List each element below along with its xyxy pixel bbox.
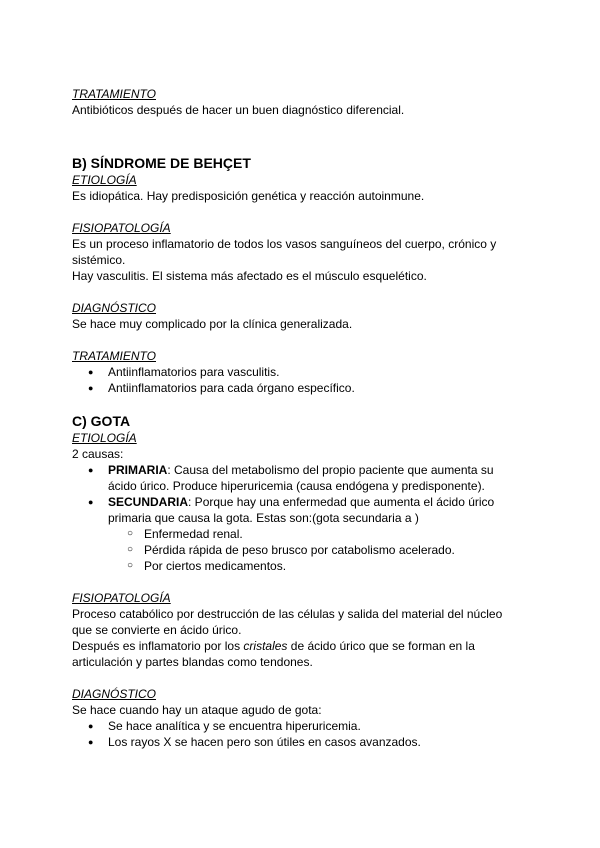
secundaria-line1: : Porque hay una enfermedad que aumenta el ácido úrico	[188, 495, 495, 509]
sublist-item: ○ Pérdida rápida de peso brusco por catabolismo acelerado.	[72, 542, 542, 558]
behcet-diagnostico-text: Se hace muy complicado por la clínica generalizada.	[72, 317, 353, 331]
gota-fisiopatologia-line1: Proceso catabólico por destrucción de las células y salida del material del núcleo	[72, 607, 503, 621]
secundaria-line2: primaria que causa la gota. Estas son:(gota secundaria a )	[108, 511, 419, 525]
behcet-tratamiento-heading: TRATAMIENTO	[72, 349, 156, 363]
behcet-tratamiento-list	[72, 364, 542, 396]
line3-pre: Después es inflamatorio por los	[72, 639, 244, 653]
secundaria-label: SECUNDARIA	[108, 495, 189, 509]
list-item-secundaria	[72, 494, 542, 526]
section-heading-tratamiento: TRATAMIENTO	[72, 87, 156, 101]
sublist-item: ○ Por ciertos medicamentos.	[72, 558, 542, 574]
gota-diagnostico-list	[72, 718, 542, 750]
gota-etiologia-heading: ETIOLOGÍA	[72, 431, 137, 445]
behcet-fisiopatologia-line3: Hay vasculitis. El sistema más afectado es el músculo esquelético.	[72, 269, 427, 283]
behcet-fisiopatologia-heading: FISIOPATOLOGÍA	[72, 221, 171, 235]
cristales-emphasis: cristales	[243, 639, 288, 653]
list-item: ● Se hace analítica y se encuentra hiperuricemia.	[72, 718, 542, 734]
document-page	[72, 86, 542, 750]
gota-etiologia-intro: 2 causas:	[72, 447, 124, 461]
behcet-etiologia-text: Es idiopática. Hay predisposición genética y reacción autoinmune.	[72, 189, 425, 203]
gota-fisiopatologia-heading: FISIOPATOLOGÍA	[72, 591, 171, 605]
secundaria-sublist	[72, 526, 542, 574]
sublist-item: ○ Enfermedad renal.	[72, 526, 542, 542]
list-item: ● Antiinflamatorios para vasculitis.	[72, 364, 542, 380]
gota-fisiopatologia-line2: que se convierte en ácido úrico.	[72, 623, 242, 637]
behcet-diagnostico-heading: DIAGNÓSTICO	[72, 301, 157, 315]
primaria-line2: ácido úrico. Produce hiperuricemia (causa endógena y predisponente).	[108, 479, 485, 493]
primaria-label: PRIMARIA	[108, 463, 168, 477]
gota-fisiopatologia-line4: articulación y partes blandas como tendones.	[72, 655, 313, 669]
line3-post: de ácido úrico que se forman en la	[287, 639, 475, 653]
behcet-etiologia-heading: ETIOLOGÍA	[72, 173, 137, 187]
gota-diagnostico-heading: DIAGNÓSTICO	[72, 687, 157, 701]
list-item: ● Los rayos X se hacen pero son útiles en casos avanzados.	[72, 734, 542, 750]
behcet-fisiopatologia-line1: Es un proceso inflamatorio de todos los vasos sanguíneos del cuerpo, crónico y	[72, 237, 497, 251]
list-item-primaria	[72, 462, 542, 494]
list-item: ● Antiinflamatorios para cada órgano específico.	[72, 380, 542, 396]
tratamiento-text: Antibióticos después de hacer un buen diagnóstico diferencial.	[72, 103, 405, 117]
behcet-title: B) SÍNDROME DE BEHÇET	[72, 155, 251, 171]
behcet-fisiopatologia-line2: sistémico.	[72, 253, 126, 267]
primaria-line1: : Causa del metabolismo del propio paciente que aumenta su	[167, 463, 494, 477]
gota-diagnostico-intro: Se hace cuando hay un ataque agudo de gota:	[72, 703, 322, 717]
gota-etiologia-list	[72, 462, 542, 526]
gota-title: C) GOTA	[72, 413, 131, 429]
gota-fisiopatologia-line3	[72, 638, 542, 654]
